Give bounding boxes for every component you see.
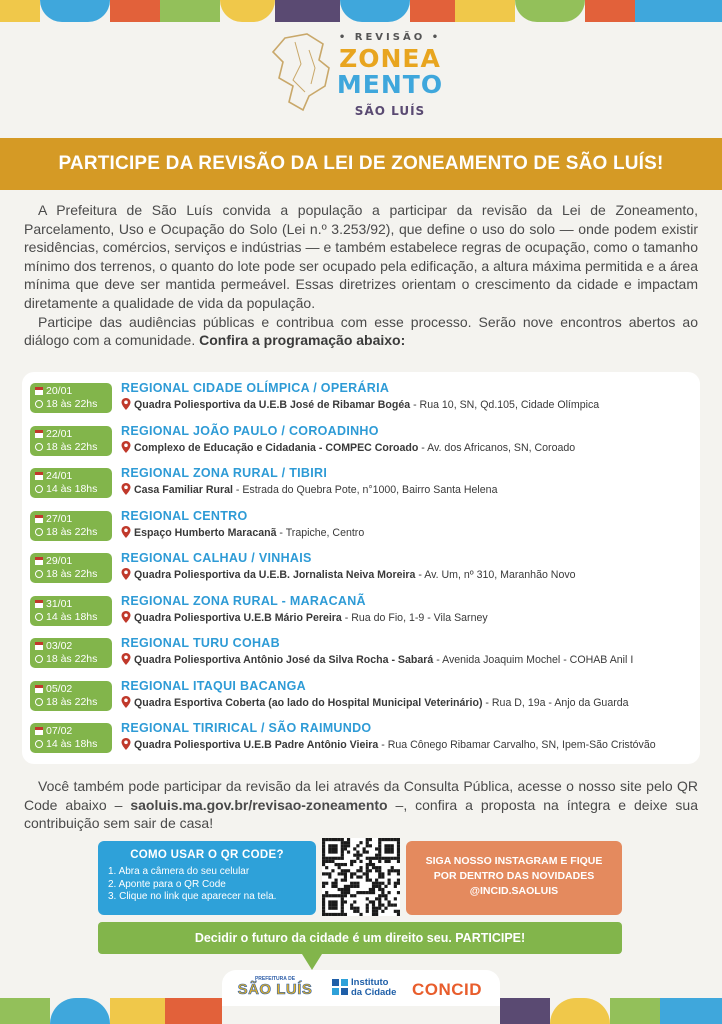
venue-address: - Av. dos Africanos, SN, Coroado xyxy=(418,441,576,454)
event-time: 18 às 22hs xyxy=(46,440,98,453)
event-time: 18 às 22hs xyxy=(46,398,98,410)
intro-paragraph-2 xyxy=(24,313,698,350)
regional-title xyxy=(121,424,379,438)
schedule-row xyxy=(30,548,692,586)
clock-icon xyxy=(35,443,43,451)
clock-icon xyxy=(35,400,43,408)
regional-name: CENTRO xyxy=(192,508,248,523)
venue-name: Espaço Humberto Maracanã xyxy=(134,526,277,539)
event-time: 18 às 22hs xyxy=(46,568,98,580)
location-pin-icon xyxy=(121,568,131,580)
location-pin-icon xyxy=(121,696,131,708)
clock-icon xyxy=(35,613,43,621)
regional-prefix: REGIONAL xyxy=(121,423,190,438)
location-pin-icon xyxy=(121,738,131,750)
concid-logo xyxy=(412,976,492,1004)
calendar-icon xyxy=(35,387,43,395)
venue-address: - Rua do Fio, 1-9 - Vila Sarney xyxy=(341,611,488,624)
instituto-text xyxy=(351,978,396,998)
date-time-pill xyxy=(30,596,112,626)
regional-title xyxy=(121,636,280,650)
venue-name: Casa Familiar Rural xyxy=(134,484,233,496)
location-pin-icon xyxy=(121,483,131,495)
venue-name: Quadra Poliesportiva U.E.B Mário Pereira xyxy=(134,611,342,624)
date-time-pill xyxy=(30,723,112,753)
venue-address: - Avenida Joaquim Mochel - COHAB Anil I xyxy=(433,654,634,666)
event-time-line xyxy=(35,398,112,411)
event-time: 18 às 22hs xyxy=(46,525,98,538)
logo-word-line1: ZONEA xyxy=(339,44,441,73)
schedule-panel xyxy=(22,372,700,764)
date-time-pill xyxy=(30,681,112,711)
cta-banner: Decidir o futuro da cidade é um direito seu. PARTICIPE! xyxy=(98,922,622,954)
venue-address: - Rua D, 19a - Anjo da Guarda xyxy=(482,696,629,709)
venue-name: Quadra Poliesportiva da U.E.B José de Ribamar Bogéa xyxy=(134,399,411,411)
event-date: 20/01 xyxy=(46,385,73,397)
schedule-row xyxy=(30,718,692,756)
regional-prefix: REGIONAL xyxy=(121,593,190,608)
event-time: 18 às 22hs xyxy=(46,695,98,708)
intro-paragraph-1: A Prefeitura de São Luís convida a população a participar da revisão da Lei de Zoneamento, Parcelamento, Uso e Ocupação do Solo (Lei n.º 3.253/92), que define o uso do solo — onde podem existir residências, comércios, serviços e indústrias — e também estabelece regras de ocupação, como o tamanho mínimo dos terrenos, o quanto do lote pode ser ocupado pela edificação, a altura máxima permitida e a área mínima que deve ser mantida permeável. Essas diretrizes orientam o crescimento da cidade e impactam diretamente a qualidade de vida da população. xyxy=(24,202,698,311)
venue-name: Quadra Esportiva Coberta (ao lado do Hospital Municipal Veterinário) xyxy=(134,696,483,709)
instagram-handle[interactable]: @INCID.SAOLUIS xyxy=(469,885,559,897)
regional-name: ZONA RURAL / TIBIRI xyxy=(192,466,328,480)
event-date: 22/01 xyxy=(46,427,73,440)
regional-prefix: REGIONAL xyxy=(121,721,190,735)
regional-name: CALHAU / VINHAIS xyxy=(192,551,312,565)
headline-title: PARTICIPE DA REVISÃO DA LEI DE ZONEAMENTO DE SÃO LUÍS! xyxy=(58,153,664,174)
instituto-icon xyxy=(332,979,348,995)
calendar-icon xyxy=(35,472,43,480)
regional-prefix: REGIONAL xyxy=(121,551,190,565)
event-time-line xyxy=(35,568,112,581)
clock-icon xyxy=(35,655,43,663)
event-date-line xyxy=(35,385,112,398)
regional-prefix: REGIONAL xyxy=(121,508,190,523)
location-pin-icon xyxy=(121,526,131,538)
sao-luis-map-icon xyxy=(265,30,339,114)
clock-icon xyxy=(35,698,43,706)
event-date-line xyxy=(35,683,112,696)
logo-city: SÃO LUÍS xyxy=(354,104,426,118)
date-time-pill xyxy=(30,426,112,456)
event-time-line xyxy=(35,653,112,666)
venue-address: - Av. Um, nº 310, Maranhão Novo xyxy=(415,569,576,581)
event-date-line xyxy=(35,428,112,441)
venue-name: Quadra Poliesportiva U.E.B Padre Antônio Vieira xyxy=(134,739,379,751)
regional-title xyxy=(121,679,306,693)
venue-line xyxy=(121,568,576,581)
venue-line xyxy=(121,653,633,666)
venue-line xyxy=(121,441,575,454)
venue-line xyxy=(121,738,656,751)
top-decorative-band xyxy=(0,0,722,22)
clock-icon xyxy=(35,570,43,578)
venue-name: Quadra Poliesportiva Antônio José da Silva Rocha - Sabará xyxy=(134,654,434,666)
intro-paragraph-2-text: Participe das audiências públicas e contribua com esse processo. Serão nove encontros abertos ao diálogo com a comunidade. xyxy=(24,313,698,349)
venue-line xyxy=(121,696,629,709)
calendar-icon xyxy=(35,515,43,523)
event-date: 07/02 xyxy=(46,725,73,737)
consult-text-after: –, confira a proposta na íntegra e deixe sua contribuição sem sair de casa! xyxy=(24,796,698,832)
regional-name: ZONA RURAL - MARACANÃ xyxy=(192,593,366,608)
schedule-row xyxy=(30,676,692,714)
qr-help-box xyxy=(98,841,316,915)
instituto-line2: da Cidade xyxy=(351,987,397,998)
concid-text: CONCID xyxy=(412,980,483,999)
zoneamento-logo xyxy=(265,26,465,134)
location-pin-icon xyxy=(121,653,131,665)
calendar-icon xyxy=(35,600,43,608)
regional-prefix: REGIONAL xyxy=(121,466,190,480)
venue-line xyxy=(121,398,599,411)
qr-help-steps xyxy=(108,866,316,904)
clock-icon xyxy=(35,740,43,748)
venue-line xyxy=(121,483,497,496)
regional-name: CIDADE OLÍMPICA / OPERÁRIA xyxy=(192,381,390,395)
intro-paragraph-2-bold: Confira a programação abaixo: xyxy=(199,332,406,349)
intro-text xyxy=(24,201,698,350)
location-pin-icon xyxy=(121,398,131,410)
calendar-icon xyxy=(35,727,43,735)
event-date: 27/01 xyxy=(46,512,73,525)
prefeitura-logo-small: PREFEITURA DE xyxy=(254,976,296,982)
event-time-line xyxy=(35,441,112,454)
venue-line xyxy=(121,611,488,624)
calendar-icon xyxy=(35,430,43,438)
regional-title xyxy=(121,509,248,523)
calendar-icon xyxy=(35,685,43,693)
regional-prefix: REGIONAL xyxy=(121,381,190,395)
date-time-pill xyxy=(30,553,112,583)
clock-icon xyxy=(35,528,43,536)
instagram-line1: SIGA NOSSO INSTAGRAM E FIQUE xyxy=(425,855,603,867)
schedule-row xyxy=(30,463,692,501)
event-date: 03/02 xyxy=(46,640,73,652)
event-time-line xyxy=(35,611,112,624)
event-date: 24/01 xyxy=(46,470,73,482)
date-time-pill xyxy=(30,383,112,413)
qr-help-step: 2. Aponte para o QR Code xyxy=(108,878,226,890)
venue-line xyxy=(121,526,364,539)
instituto-da-cidade-logo xyxy=(332,976,402,1004)
consult-text-before: Você também pode participar da revisão da lei através da Consulta Pública, acesse o nosso site pelo QR Code abaixo – xyxy=(24,778,698,813)
cta-speech-tail xyxy=(302,954,322,970)
date-time-pill xyxy=(30,638,112,668)
qr-help-title: COMO USAR O QR CODE? xyxy=(130,849,284,861)
regional-name: ITAQUI BACANGA xyxy=(192,678,306,693)
event-time-line xyxy=(35,696,112,709)
regional-title xyxy=(121,594,366,608)
event-time: 14 às 18hs xyxy=(46,610,98,623)
clock-icon xyxy=(35,485,43,493)
calendar-icon xyxy=(35,642,43,650)
regional-title xyxy=(121,466,327,480)
event-date-line xyxy=(35,598,112,611)
regional-prefix: REGIONAL xyxy=(121,636,190,650)
venue-address: - Rua 10, SN, Qd.105, Cidade Olímpica xyxy=(410,399,600,411)
instagram-box xyxy=(406,841,622,915)
schedule-row xyxy=(30,591,692,629)
event-date-line xyxy=(35,725,112,738)
regional-title xyxy=(121,551,312,565)
event-time-line xyxy=(35,738,112,751)
prefeitura-logo-big: SÃO LUÍS xyxy=(237,981,313,998)
calendar-icon xyxy=(35,557,43,565)
prefeitura-logo xyxy=(234,976,316,1004)
instagram-line2: POR DENTRO DAS NOVIDADES xyxy=(433,870,595,882)
consult-link[interactable]: saoluis.ma.gov.br/revisao-zoneamento xyxy=(130,796,388,813)
regional-name: TIRIRICAL / SÃO RAIMUNDO xyxy=(192,721,372,735)
event-date: 05/02 xyxy=(46,682,73,695)
logo-word-line2: MENTO xyxy=(336,70,444,99)
event-date-line xyxy=(35,513,112,526)
event-time: 18 às 22hs xyxy=(46,653,98,665)
date-time-pill xyxy=(30,511,112,541)
regional-title xyxy=(121,721,371,735)
event-time: 14 às 18hs xyxy=(46,738,98,750)
event-time-line xyxy=(35,526,112,539)
instituto-line1: Instituto xyxy=(351,977,389,988)
regional-name: JOÃO PAULO / COROADINHO xyxy=(192,423,379,438)
consult-text xyxy=(24,777,698,833)
footer-logos xyxy=(222,970,500,1006)
event-date-line xyxy=(35,640,112,653)
schedule-row xyxy=(30,506,692,544)
event-time: 14 às 18hs xyxy=(46,483,98,495)
regional-name: TURU COHAB xyxy=(192,636,280,650)
date-time-pill xyxy=(30,468,112,498)
schedule-row xyxy=(30,421,692,459)
logo-revisao-text: • REVISÃO • xyxy=(338,32,442,43)
qr-help-step: 1. Abra a câmera do seu celular xyxy=(108,866,250,877)
venue-name: Complexo de Educação e Cidadania - COMPEC Coroado xyxy=(134,441,419,454)
regional-prefix: REGIONAL xyxy=(121,678,190,693)
venue-name: Quadra Poliesportiva da U.E.B. Jornalista Neiva Moreira xyxy=(134,569,416,581)
venue-address: - Estrada do Quebra Pote, n°1000, Bairro Santa Helena xyxy=(232,484,498,496)
venue-address: - Rua Cônego Ribamar Carvalho, SN, Ipem-São Cristóvão xyxy=(378,739,656,751)
event-date: 29/01 xyxy=(46,555,73,567)
event-date: 31/01 xyxy=(46,597,73,610)
qr-code[interactable] xyxy=(322,838,400,916)
qr-help-step: 3. Clique no link que aparecer na tela. xyxy=(108,891,277,902)
venue-address: - Trapiche, Centro xyxy=(276,526,365,539)
schedule-row xyxy=(30,378,692,416)
regional-title xyxy=(121,381,389,395)
event-date-line xyxy=(35,470,112,483)
headline-banner xyxy=(0,138,722,190)
event-date-line xyxy=(35,555,112,568)
schedule-row xyxy=(30,633,692,671)
location-pin-icon xyxy=(121,441,131,453)
event-time-line xyxy=(35,483,112,496)
location-pin-icon xyxy=(121,611,131,623)
